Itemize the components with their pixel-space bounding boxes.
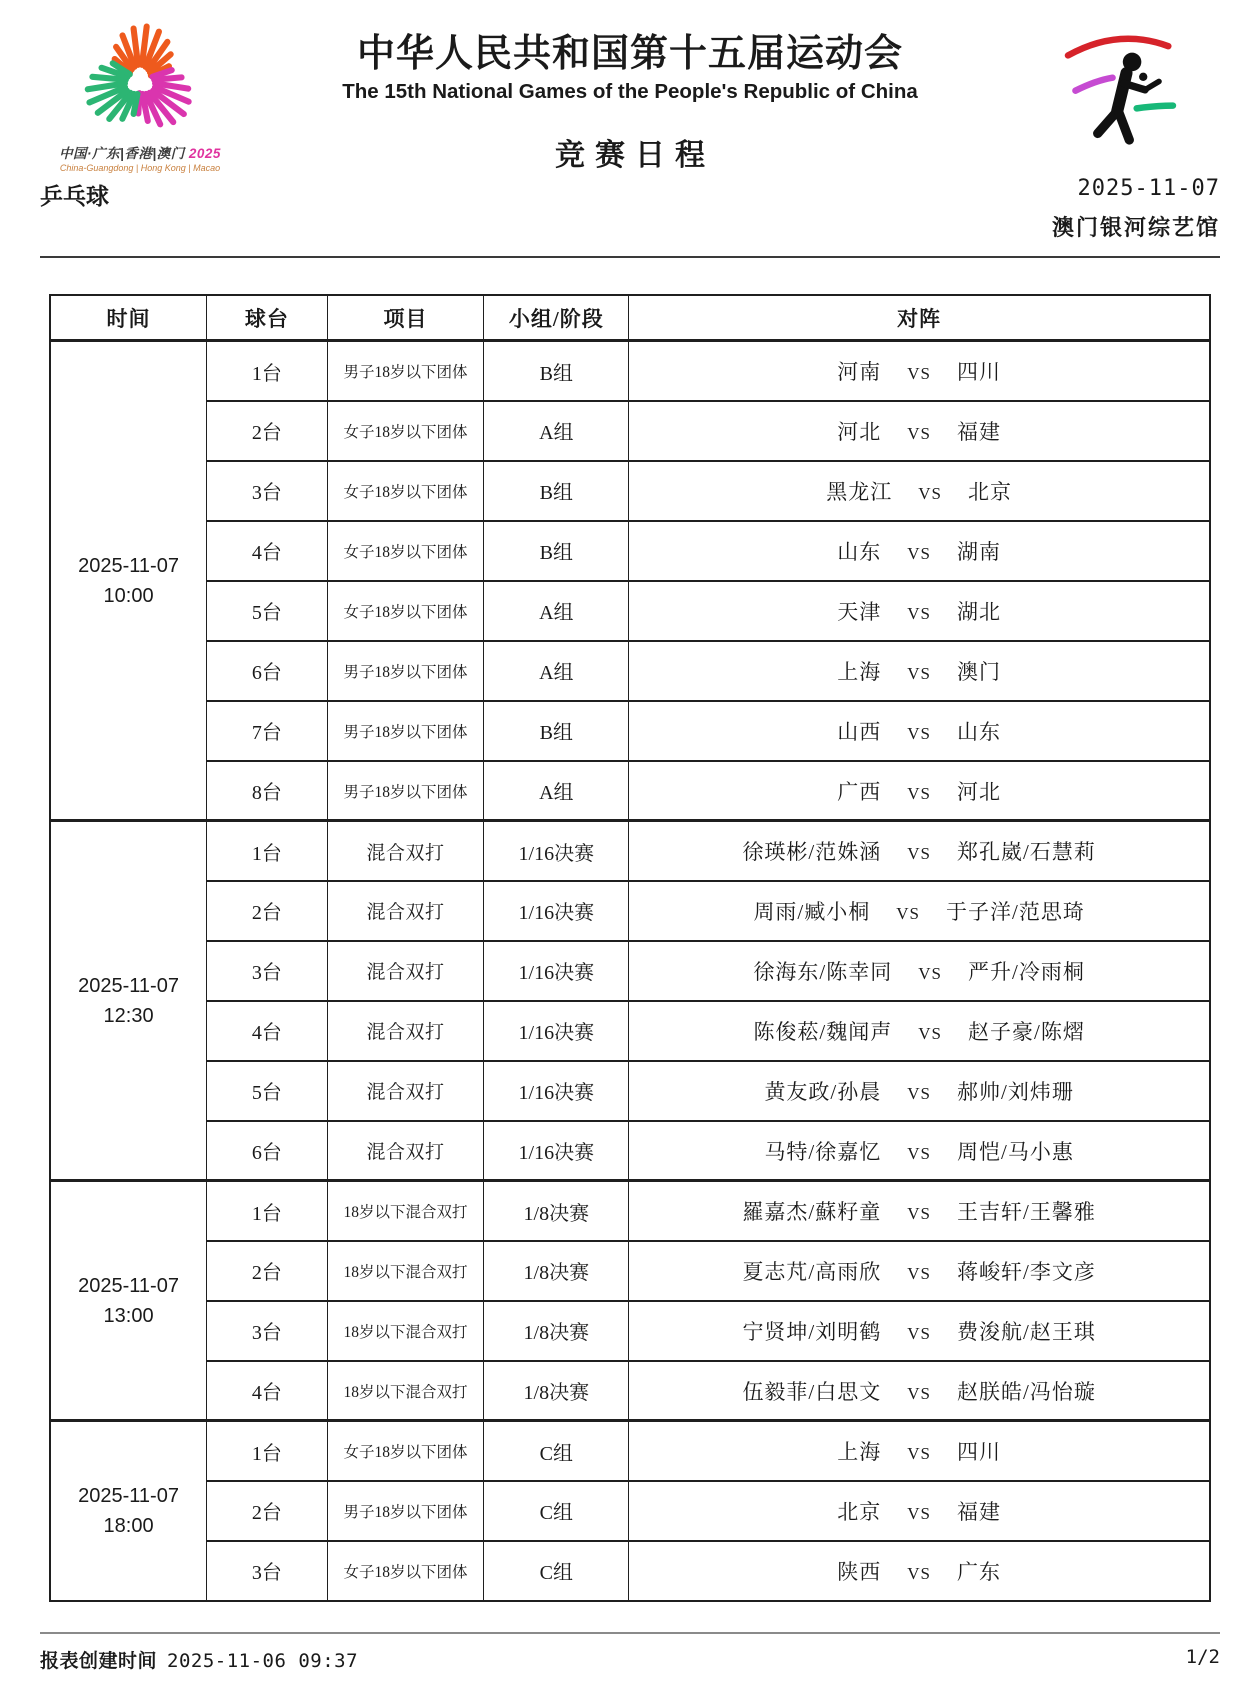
vs-label: VS xyxy=(907,783,932,803)
stage-cell: C组 xyxy=(484,1481,629,1541)
away-side: 于子洋/范思琦 xyxy=(946,899,1085,924)
event-cell: 混合双打 xyxy=(327,881,484,941)
matchup-cell xyxy=(629,881,1210,941)
time-clock: 10:00 xyxy=(103,584,154,607)
table-number-cell: 3台 xyxy=(207,941,328,1001)
time-cell xyxy=(50,821,207,1181)
table-row xyxy=(50,1541,1210,1601)
title-block xyxy=(240,16,1020,174)
vs-label: VS xyxy=(918,963,943,983)
table-number-cell: 2台 xyxy=(207,401,328,461)
home-side: 上海 xyxy=(837,659,882,684)
event-cell: 女子18岁以下团体 xyxy=(327,1541,484,1601)
stage-cell: C组 xyxy=(484,1541,629,1601)
home-side: 河南 xyxy=(837,360,882,385)
away-side: 北京 xyxy=(968,479,1013,504)
vs-label: VS xyxy=(907,844,932,864)
table-number-cell: 5台 xyxy=(207,581,328,641)
time-cell xyxy=(50,1181,207,1421)
vs-label: VS xyxy=(907,723,932,743)
matchup-cell xyxy=(629,701,1210,761)
table-number-cell: 1台 xyxy=(207,341,328,401)
column-header-stage: 小组/阶段 xyxy=(484,295,629,341)
table-row xyxy=(50,1301,1210,1361)
event-cell: 18岁以下混合双打 xyxy=(327,1361,484,1421)
time-date: 2025-11-07 xyxy=(78,554,179,577)
vs-label: VS xyxy=(907,1383,932,1403)
stage-cell: B组 xyxy=(484,701,629,761)
event-cell: 混合双打 xyxy=(327,1121,484,1181)
table-row xyxy=(50,1061,1210,1121)
matchup-cell xyxy=(629,761,1210,821)
away-side: 湖南 xyxy=(957,539,1002,564)
table-row xyxy=(50,1181,1210,1241)
schedule-date: 2025-11-07 xyxy=(1077,175,1220,201)
matchup-cell xyxy=(629,641,1210,701)
away-side: 赵朕皓/冯怡璇 xyxy=(957,1379,1096,1404)
home-side: 广西 xyxy=(837,779,882,804)
time-clock: 18:00 xyxy=(103,1515,154,1538)
vs-label: VS xyxy=(907,1204,932,1224)
event-cell: 男子18岁以下团体 xyxy=(327,1481,484,1541)
table-row xyxy=(50,1421,1210,1481)
table-number-cell: 5台 xyxy=(207,1061,328,1121)
vs-label: VS xyxy=(907,543,932,563)
table-row xyxy=(50,941,1210,1001)
header-divider xyxy=(40,256,1220,258)
table-row xyxy=(50,881,1210,941)
stage-cell: 1/16决赛 xyxy=(484,1061,629,1121)
stage-cell: B组 xyxy=(484,341,629,401)
schedule-table-head xyxy=(50,295,1210,341)
page-title: 中华人民共和国第十五届运动会 xyxy=(356,33,903,75)
home-side: 天津 xyxy=(837,599,882,624)
column-header-matchup: 对阵 xyxy=(629,295,1210,341)
table-number-cell: 1台 xyxy=(207,821,328,881)
away-side: 湖北 xyxy=(957,599,1002,624)
table-number-cell: 7台 xyxy=(207,701,328,761)
column-header-event: 项目 xyxy=(327,295,484,341)
stage-cell: 1/8决赛 xyxy=(484,1301,629,1361)
event-cell: 女子18岁以下团体 xyxy=(327,521,484,581)
away-side: 郑孔崴/石慧莉 xyxy=(957,840,1096,865)
stage-cell: B组 xyxy=(484,521,629,581)
logo-year: 2025 xyxy=(188,146,221,161)
event-cell: 混合双打 xyxy=(327,821,484,881)
stage-cell: 1/8决赛 xyxy=(484,1361,629,1421)
table-row xyxy=(50,701,1210,761)
home-side: 陈俊菘/魏闻声 xyxy=(753,1019,893,1044)
event-cell: 男子18岁以下团体 xyxy=(327,641,484,701)
vs-label: VS xyxy=(907,1083,932,1103)
schedule-table-wrap xyxy=(40,294,1220,1602)
home-side: 上海 xyxy=(837,1440,882,1465)
stage-cell: 1/16决赛 xyxy=(484,881,629,941)
vs-label: VS xyxy=(907,1563,932,1583)
vs-label: VS xyxy=(907,1263,932,1283)
matchup-cell xyxy=(629,821,1210,881)
table-row xyxy=(50,461,1210,521)
home-side: 黄友政/孙晨 xyxy=(764,1079,882,1104)
table-number-cell: 8台 xyxy=(207,761,328,821)
away-side: 四川 xyxy=(957,1440,1002,1465)
away-side: 澳门 xyxy=(957,659,1002,684)
event-cell: 18岁以下混合双打 xyxy=(327,1241,484,1301)
time-date: 2025-11-07 xyxy=(78,974,179,997)
matchup-cell xyxy=(629,1001,1210,1061)
away-side: 山东 xyxy=(957,719,1002,744)
event-cell: 女子18岁以下团体 xyxy=(327,581,484,641)
away-side: 蒋峻轩/李文彦 xyxy=(957,1259,1096,1284)
matchup-cell xyxy=(629,1361,1210,1421)
home-side: 陕西 xyxy=(837,1559,882,1584)
vs-label: VS xyxy=(896,903,921,923)
away-side: 四川 xyxy=(957,360,1002,385)
matchup-cell xyxy=(629,341,1210,401)
event-cell: 女子18岁以下团体 xyxy=(327,401,484,461)
table-number-cell: 1台 xyxy=(207,1421,328,1481)
table-row xyxy=(50,401,1210,461)
home-side: 伍毅菲/白思文 xyxy=(742,1379,882,1404)
home-side: 河北 xyxy=(837,419,882,444)
home-side: 徐瑛彬/范姝涵 xyxy=(742,840,882,865)
venue-name: 澳门银河综艺馆 xyxy=(1051,214,1220,240)
fireworks-logo-icon xyxy=(79,20,201,142)
sport-name: 乒乓球 xyxy=(40,183,109,209)
away-side: 福建 xyxy=(957,1499,1002,1524)
page-footer xyxy=(40,1632,1220,1673)
games-logo xyxy=(40,16,240,173)
away-side: 赵子豪/陈熠 xyxy=(968,1019,1085,1044)
event-cell: 混合双打 xyxy=(327,1061,484,1121)
event-cell: 混合双打 xyxy=(327,941,484,1001)
table-number-cell: 2台 xyxy=(207,881,328,941)
time-clock: 13:00 xyxy=(103,1304,154,1327)
page-header xyxy=(40,16,1220,174)
home-side: 羅嘉杰/蘇籽童 xyxy=(742,1200,882,1225)
sport-pictogram xyxy=(1020,16,1220,152)
stage-cell: 1/8决赛 xyxy=(484,1181,629,1241)
document-title: 竞赛日程 xyxy=(555,138,715,172)
table-number-cell: 3台 xyxy=(207,461,328,521)
vs-label: VS xyxy=(918,483,943,503)
table-row xyxy=(50,761,1210,821)
table-row xyxy=(50,521,1210,581)
time-cell xyxy=(50,341,207,821)
matchup-cell xyxy=(629,1301,1210,1361)
away-side: 广东 xyxy=(957,1559,1002,1584)
matchup-cell xyxy=(629,1421,1210,1481)
logo-wordmark-cn: 中国·广东|香港|澳门 2025 xyxy=(59,146,221,161)
stage-cell: A组 xyxy=(484,401,629,461)
table-row xyxy=(50,1001,1210,1061)
matchup-cell xyxy=(629,1541,1210,1601)
table-row xyxy=(50,1241,1210,1301)
vs-label: VS xyxy=(907,1143,932,1163)
matchup-cell xyxy=(629,1181,1210,1241)
table-row xyxy=(50,581,1210,641)
time-date: 2025-11-07 xyxy=(78,1485,179,1508)
table-row xyxy=(50,1361,1210,1421)
stage-cell: A组 xyxy=(484,761,629,821)
stage-cell: 1/16决赛 xyxy=(484,821,629,881)
matchup-cell xyxy=(629,941,1210,1001)
home-side: 宁贤坤/刘明鹤 xyxy=(742,1319,882,1344)
matchup-cell xyxy=(629,401,1210,461)
vs-label: VS xyxy=(907,1503,932,1523)
home-side: 徐海东/陈幸同 xyxy=(753,959,893,984)
report-created-time: 2025-11-06 09:37 xyxy=(167,1650,359,1672)
event-cell: 女子18岁以下团体 xyxy=(327,461,484,521)
matchup-cell xyxy=(629,521,1210,581)
home-side: 黑龙江 xyxy=(826,479,893,504)
away-side: 王吉轩/王馨雅 xyxy=(957,1200,1096,1225)
stage-cell: A组 xyxy=(484,641,629,701)
schedule-body xyxy=(50,341,1210,1601)
report-created-label: 报表创建时间 xyxy=(40,1651,158,1672)
event-cell: 男子18岁以下团体 xyxy=(327,701,484,761)
home-side: 山西 xyxy=(837,719,882,744)
vs-label: VS xyxy=(907,663,932,683)
matchup-cell xyxy=(629,581,1210,641)
event-cell: 女子18岁以下团体 xyxy=(327,1421,484,1481)
table-number-cell: 4台 xyxy=(207,1361,328,1421)
matchup-cell xyxy=(629,1061,1210,1121)
column-header-time: 时间 xyxy=(50,295,207,341)
table-row xyxy=(50,341,1210,401)
stage-cell: C组 xyxy=(484,1421,629,1481)
table-tennis-pictogram-icon xyxy=(1051,22,1189,152)
table-number-cell: 6台 xyxy=(207,641,328,701)
stage-cell: 1/16决赛 xyxy=(484,941,629,1001)
table-row xyxy=(50,821,1210,881)
event-cell: 18岁以下混合双打 xyxy=(327,1181,484,1241)
stage-cell: B组 xyxy=(484,461,629,521)
vs-label: VS xyxy=(907,364,932,384)
table-number-cell: 2台 xyxy=(207,1241,328,1301)
meta-row xyxy=(40,176,1220,242)
vs-label: VS xyxy=(907,1323,932,1343)
table-number-cell: 4台 xyxy=(207,1001,328,1061)
report-created xyxy=(40,1646,358,1673)
meta-right xyxy=(1052,176,1220,242)
table-number-cell: 3台 xyxy=(207,1301,328,1361)
table-number-cell: 2台 xyxy=(207,1481,328,1541)
away-side: 周恺/马小惠 xyxy=(957,1139,1074,1164)
home-side: 马特/徐嘉忆 xyxy=(764,1139,882,1164)
away-side: 费浚航/赵王琪 xyxy=(957,1319,1096,1344)
home-side: 山东 xyxy=(837,539,882,564)
home-side: 夏志芃/高雨欣 xyxy=(742,1259,882,1284)
away-side: 福建 xyxy=(957,419,1002,444)
table-row xyxy=(50,1481,1210,1541)
away-side: 河北 xyxy=(957,779,1002,804)
vs-label: VS xyxy=(907,603,932,623)
event-cell: 男子18岁以下团体 xyxy=(327,341,484,401)
time-clock: 12:30 xyxy=(103,1004,154,1027)
matchup-cell xyxy=(629,1481,1210,1541)
schedule-table xyxy=(49,294,1211,1602)
vs-label: VS xyxy=(907,1444,932,1464)
table-number-cell: 1台 xyxy=(207,1181,328,1241)
stage-cell: 1/16决赛 xyxy=(484,1121,629,1181)
away-side: 严升/冷雨桐 xyxy=(968,959,1085,984)
page-title-en: The 15th National Games of the People's Republic of China xyxy=(342,79,918,103)
table-number-cell: 4台 xyxy=(207,521,328,581)
table-row xyxy=(50,641,1210,701)
vs-label: VS xyxy=(918,1023,943,1043)
time-date: 2025-11-07 xyxy=(78,1274,179,1297)
page-number: 1/2 xyxy=(1185,1646,1220,1668)
matchup-cell xyxy=(629,461,1210,521)
vs-label: VS xyxy=(907,423,932,443)
home-side: 周雨/臧小桐 xyxy=(753,899,871,924)
matchup-cell xyxy=(629,1121,1210,1181)
home-side: 北京 xyxy=(837,1499,882,1524)
stage-cell: 1/16决赛 xyxy=(484,1001,629,1061)
stage-cell: A组 xyxy=(484,581,629,641)
matchup-cell xyxy=(629,1241,1210,1301)
event-cell: 混合双打 xyxy=(327,1001,484,1061)
column-header-table: 球台 xyxy=(207,295,328,341)
table-row xyxy=(50,1121,1210,1181)
table-number-cell: 3台 xyxy=(207,1541,328,1601)
away-side: 郝帅/刘炜珊 xyxy=(957,1079,1074,1104)
time-cell xyxy=(50,1421,207,1601)
header-row xyxy=(50,295,1210,341)
stage-cell: 1/8决赛 xyxy=(484,1241,629,1301)
event-cell: 18岁以下混合双打 xyxy=(327,1301,484,1361)
table-number-cell: 6台 xyxy=(207,1121,328,1181)
event-cell: 男子18岁以下团体 xyxy=(327,761,484,821)
logo-wordmark-en: China-Guangdong | Hong Kong | Macao xyxy=(59,163,221,173)
